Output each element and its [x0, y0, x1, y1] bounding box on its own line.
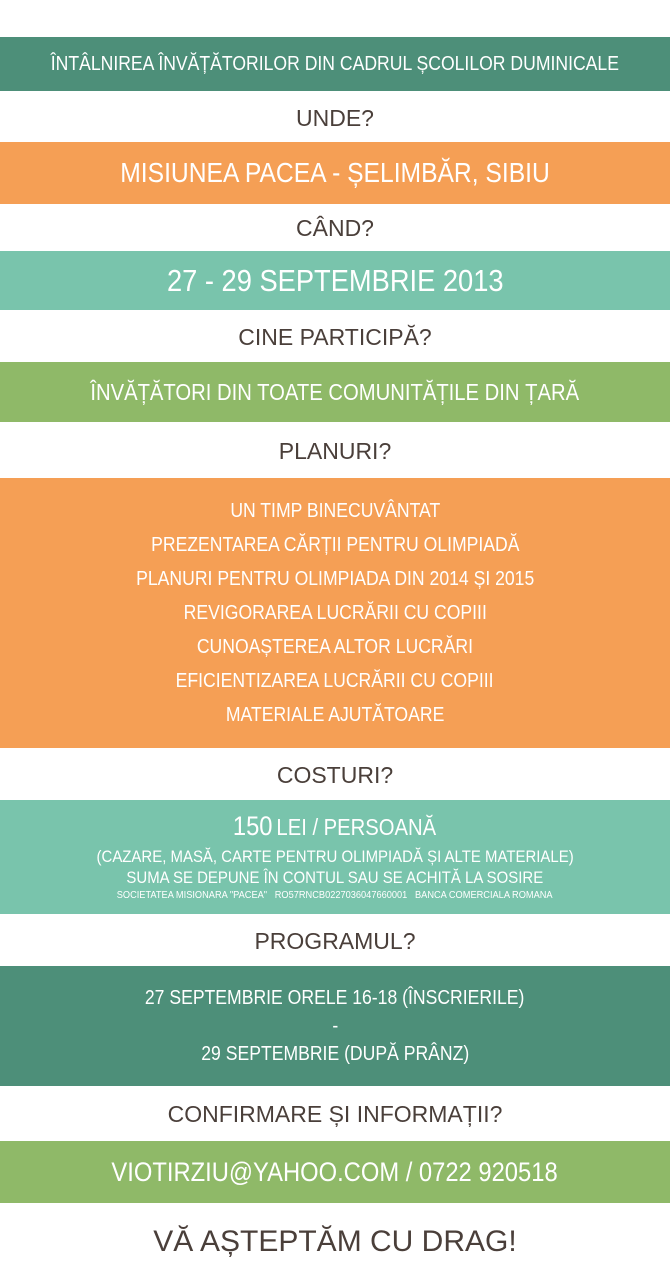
- program-band: [0, 966, 670, 1086]
- who-question: CINE PARTICIPĂ?: [238, 323, 432, 350]
- program-end: 29 SEPTEMBRIE (DUPĂ PRÂNZ): [201, 1043, 469, 1065]
- who-answer: ÎNVĂȚĂTORI DIN TOATE COMUNITĂȚILE DIN ȚARĂ: [90, 378, 580, 405]
- when-answer: 27 - 29 SEPTEMBRIE 2013: [166, 262, 504, 298]
- when-question: CÂND?: [296, 214, 374, 241]
- plans-band: [0, 478, 670, 748]
- where-question: UNDE?: [296, 104, 374, 131]
- costs-band: [0, 800, 670, 914]
- cost-unit: LEI / PERSOANĂ: [276, 814, 437, 840]
- event-title: ÎNTÂLNIREA ÎNVĂȚĂTORILOR DIN CADRUL ȘCOLILOR DUMINICALE: [50, 52, 620, 75]
- cost-payment: SUMA SE DEPUNE ÎN CONTUL SAU SE ACHITĂ LA SOSIRE: [126, 868, 544, 887]
- contact-question: CONFIRMARE ȘI INFORMAȚII?: [167, 1100, 503, 1127]
- program-separator: -: [332, 1015, 338, 1037]
- plan-item: PREZENTAREA CĂRȚII PENTRU OLIMPIADĂ: [150, 534, 520, 556]
- contact-band: [0, 1141, 670, 1203]
- costs-question: COSTURI?: [276, 761, 394, 788]
- who-band: [0, 362, 670, 422]
- program-question: PROGRAMUL?: [254, 927, 416, 954]
- cost-amount: 150: [233, 811, 274, 841]
- plan-item: PLANURI PENTRU OLIMPIADA DIN 2014 ȘI 2015: [135, 568, 535, 590]
- closing-text: VĂ AȘTEPTĂM CU DRAG!: [153, 1225, 517, 1258]
- bank-account: SOCIETATEA MISIONARA "PACEA" RO57RNCB0227036047660001 BANCA COMERCIALA ROMANA: [117, 889, 553, 901]
- when-band: [0, 251, 670, 310]
- plans-question: PLANURI?: [278, 437, 392, 464]
- where-band: [0, 142, 670, 204]
- contact-answer[interactable]: VIOTIRZIU@YAHOO.COM / 0722 920518: [111, 1156, 559, 1187]
- cost-includes: (CAZARE, MASĂ, CARTE PENTRU OLIMPIADĂ ȘI ALTE MATERIALE): [96, 847, 574, 866]
- where-answer: MISIUNEA PACEA - ȘELIMBĂR, SIBIU: [120, 157, 550, 188]
- plan-item: EFICIENTIZAREA LUCRĂRII CU COPIII: [176, 670, 494, 692]
- cost-price: [233, 811, 436, 846]
- plan-item: REVIGORAREA LUCRĂRII CU COPIII: [183, 602, 487, 624]
- header-band: [0, 37, 670, 91]
- program-start: 27 SEPTEMBRIE ORELE 16-18 (ÎNSCRIERILE): [145, 987, 525, 1009]
- plan-item: CUNOAȘTEREA ALTOR LUCRĂRI: [196, 636, 474, 658]
- plan-item: MATERIALE AJUTĂTOARE: [225, 704, 445, 726]
- plan-item: UN TIMP BINECUVÂNTAT: [230, 500, 440, 522]
